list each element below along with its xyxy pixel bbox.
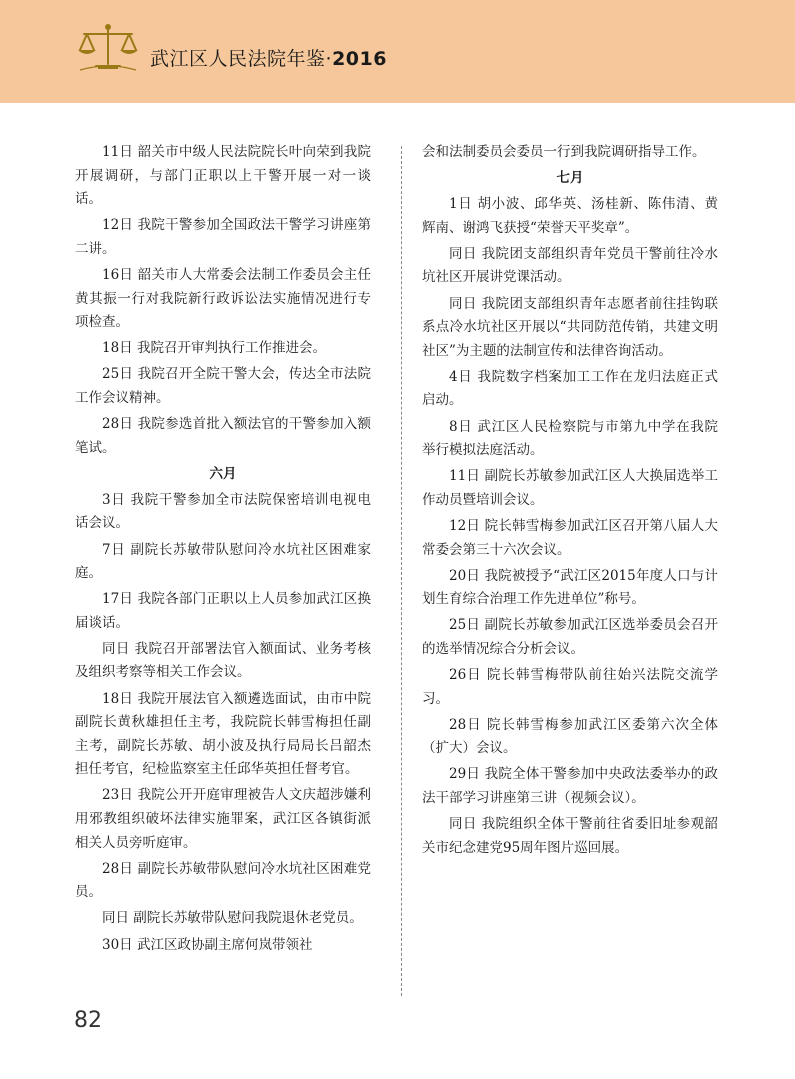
chronicle-entry: 28日 院长韩雪梅参加武江区委第六次全体（扩大）会议。	[422, 716, 718, 757]
scales-of-justice-icon	[76, 22, 140, 72]
header-band	[0, 0, 795, 103]
chronicle-entry: 28日 副院长苏敏带队慰问冷水坑社区困难党员。	[75, 860, 371, 901]
chronicle-entry: 18日 我院开展法官入额遴选面试，由市中院副院长黄秋雄担任主考，我院院长韩雪梅担任副主考，副院长苏敏、胡小波及执行局局长吕韶杰担任考官，纪检监察室主任邱华英担任督考官。	[75, 690, 371, 778]
chronicle-entry: 20日 我院被授予“武江区2015年度人口与计划生育综合治理工作先进单位”称号。	[422, 567, 718, 608]
chronicle-entry: 7日 副院长苏敏带队慰问冷水坑社区困难家庭。	[75, 541, 371, 582]
month-heading: 七月	[556, 170, 584, 187]
chronicle-entry: 4日 我院数字档案加工工作在龙归法庭正式启动。	[422, 368, 718, 409]
chronicle-entry: 1日 胡小波、邱华英、汤桂新、陈伟清、黄辉南、谢鸿飞获授“荣誉天平奖章”。	[422, 196, 718, 236]
left-column	[75, 141, 371, 960]
chronicle-entry: 3日 我院干警参加全市法院保密培训电视电话会议。	[75, 491, 371, 532]
page-header-title	[150, 44, 387, 71]
chronicle-entry: 同日 我院组织全体干警前往省委旧址参观韶关市纪念建党95周年图片巡回展。	[422, 816, 718, 856]
yearbook-year: 2016	[332, 48, 387, 70]
chronicle-entry: 8日 武江区人民检察院与市第九中学在我院举行模拟法庭活动。	[422, 418, 718, 459]
chronicle-entry: 同日 我院团支部组织青年党员干警前往冷水坑社区开展讲党课活动。	[422, 245, 718, 286]
column-divider	[401, 146, 402, 996]
chronicle-entry: 同日 我院召开部署法官入额面试、业务考核及组织考察等相关工作会议。	[75, 640, 371, 681]
chronicle-entry: 17日 我院各部门正职以上人员参加武江区换届谈话。	[75, 591, 371, 631]
title-separator: ·	[325, 48, 333, 70]
chronicle-entry: 25日 副院长苏敏参加武江区选举委员会召开的选举情况综合分析会议。	[422, 617, 718, 657]
chronicle-entry: 26日 院长韩雪梅带队前往始兴法院交流学习。	[422, 666, 718, 707]
page-number: 82	[74, 1008, 102, 1033]
chronicle-entry: 会和法制委员会委员一行到我院调研指导工作。	[422, 144, 706, 160]
chronicle-entry: 12日 我院干警参加全国政法干警学习讲座第二讲。	[75, 217, 371, 257]
chronicle-entry: 11日 副院长苏敏参加武江区人大换届选举工作动员暨培训会议。	[422, 468, 718, 508]
chronicle-entry: 29日 我院全体干警参加中央政法委举办的政法干部学习讲座第三讲（视频会议）。	[422, 766, 718, 806]
chronicle-entry: 28日 我院参选首批入额法官的干警参加入额笔试。	[75, 416, 371, 456]
chronicle-entry: 同日 副院长苏敏带队慰问我院退休老党员。	[102, 910, 363, 927]
chronicle-entry: 23日 我院公开开庭审理被告人文庆超涉嫌利用邪教组织破坏法律实施罪案，武江区各镇街派相关人员旁听庭审。	[75, 787, 371, 851]
chronicle-entry: 同日 我院团支部组织青年志愿者前往挂钩联系点冷水坑社区开展以“共同防范传销，共建文明社区”为主题的法制宣传和法律咨询活动。	[422, 295, 718, 359]
chronicle-entry: 30日 武江区政协副主席何岚带领社	[102, 936, 313, 953]
month-heading: 六月	[209, 465, 237, 482]
yearbook-title: 武江区人民法院年鉴	[150, 48, 326, 70]
chronicle-entry: 12日 院长韩雪梅参加武江区召开第八届人大常委会第三十六次会议。	[422, 517, 718, 558]
right-column	[422, 141, 718, 863]
chronicle-entry: 11日 韶关市中级人民法院院长叶向荣到我院开展调研，与部门正职以上干警开展一对一谈话。	[75, 144, 371, 208]
chronicle-entry: 25日 我院召开全院干警大会，传达全市法院工作会议精神。	[75, 366, 371, 406]
chronicle-entry: 18日 我院召开审判执行工作推进会。	[102, 340, 326, 357]
chronicle-entry: 16日 韶关市人大常委会法制工作委员会主任黄其振一行对我院新行政诉讼法实施情况进行专项检查。	[75, 266, 371, 331]
